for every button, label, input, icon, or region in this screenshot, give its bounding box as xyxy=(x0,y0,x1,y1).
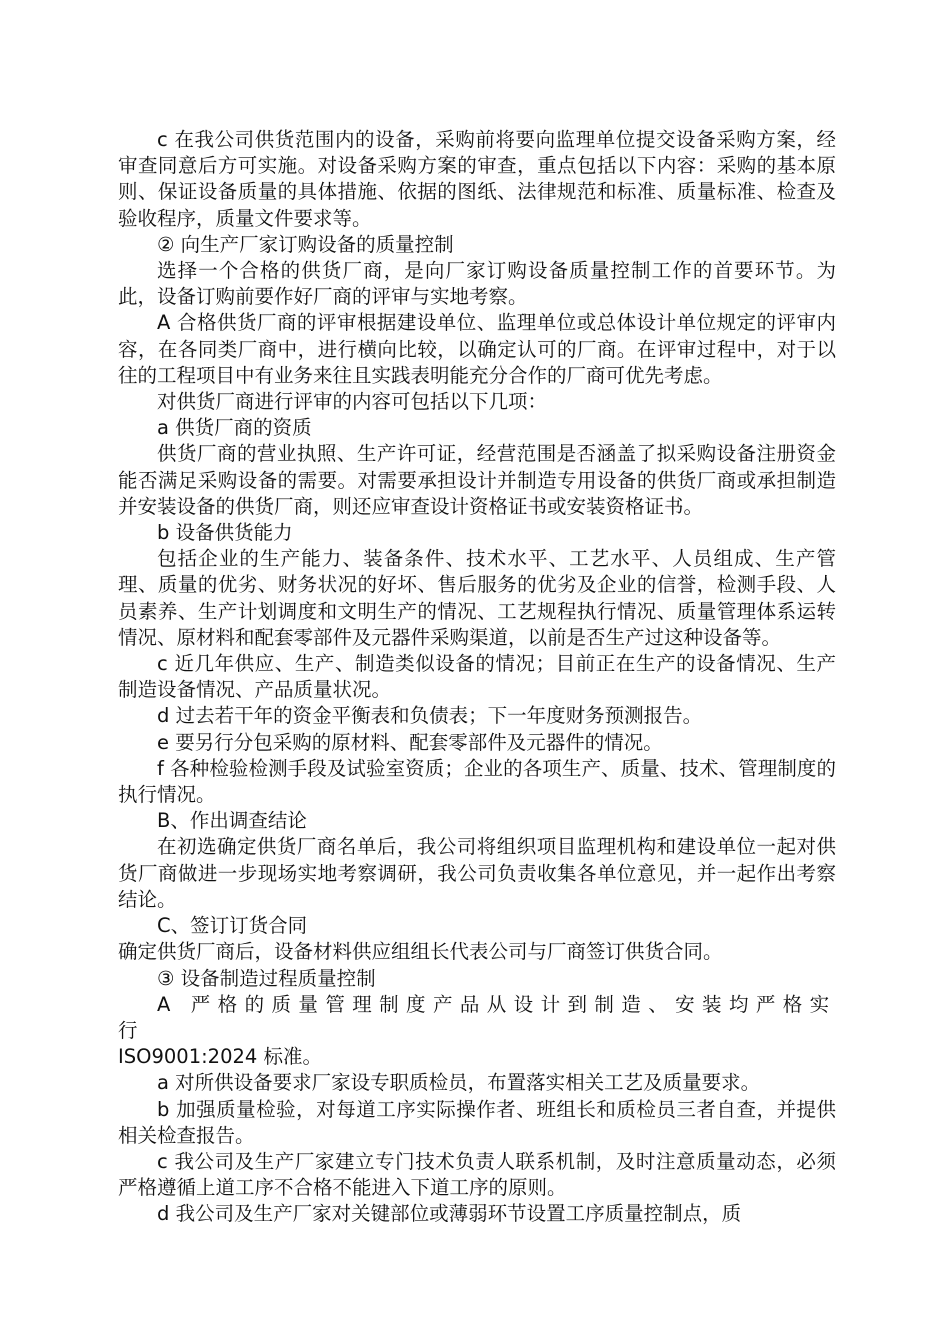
heading-survey-conclusion: B、作出调查结论 xyxy=(157,809,307,833)
paragraph-sign-contract: 确定供货厂商后，设备材料供应组组长代表公司与厂商签订供货合同。 xyxy=(118,940,723,964)
paragraph-subcontracted-materials: e 要另行分包采购的原材料、配套零部件及元器件的情况。 xyxy=(157,730,663,754)
heading-factory-order-quality: ② 向生产厂家订购设备的质量控制 xyxy=(157,232,454,256)
paragraph-recent-production: c 近几年供应、生产、制造类似设备的情况；目前正在生产的设备情况、生产制造设备情况、产品质量状况。 xyxy=(118,652,836,702)
paragraph-financial-statements: d 过去若干年的资金平衡表和负债表；下一年度财务预测报告。 xyxy=(157,704,703,728)
document-body xyxy=(118,127,836,1228)
paragraph-procurement-plan: c 在我公司供货范围内的设备，采购前将要向监理单位提交设备采购方案，经审查同意后方可实施。对设备采购方案的审查，重点包括以下内容：采购的基本原则、保证设备质量的具体措施、依据的图纸、法律规范和标准、质量标准、检查及验收程序，质量文件要求等。 xyxy=(118,128,836,230)
paragraph-supplier-review: A 合格供货厂商的评审根据建设单位、监理单位或总体设计单位规定的评审内容，在各同类厂商中，进行横向比较，以确定认可的厂商。在评审过程中，对于以往的工程项目中有业务来往且实践表明能充分合作的厂商可优先考虑。 xyxy=(118,311,836,387)
heading-manufacturing-quality: ③ 设备制造过程质量控制 xyxy=(157,966,376,990)
paragraph-dedicated-inspector: a 对所供设备要求厂家设专职质检员，布置落实相关工艺及质量要求。 xyxy=(157,1071,761,1095)
paragraph-iso-standard: ISO9001:2024 标准。 xyxy=(118,1045,322,1069)
paragraph-inspection-means: f 各种检验检测手段及试验室资质；企业的各项生产、质量、技术、管理制度的执行情况。 xyxy=(118,756,836,807)
paragraph-control-points: d 我公司及生产厂家对关键部位或薄弱环节设置工序质量控制点，质 xyxy=(157,1202,742,1226)
heading-sign-contract: C、签订订货合同 xyxy=(157,914,308,938)
paragraph-strengthen-inspection: b 加强质量检验，对每道工序实际操作者、班组长和质检员三者自查，并提供相关检查报告。 xyxy=(118,1097,836,1147)
paragraph-liaison-mechanism: c 我公司及生产厂家建立专门技术负责人联系机制，及时注意质量动态，必须严格遵循上道工序不合格不能进入下道工序的原则。 xyxy=(118,1149,836,1200)
paragraph-supplier-qualification: 供货厂商的营业执照、生产许可证，经营范围是否涵盖了拟采购设备注册资金能否满足采购设备的需要。对需要承担设计并制造专用设备的供货厂商或承担制造并安装设备的供货厂商，则还应审查设计资格证书或安装资格证书。 xyxy=(118,442,836,518)
paragraph-survey-conclusion: 在初选确定供货厂商名单后，我公司将组织项目监理机构和建设单位一起对供货厂商做进一步现场实地考察调研，我公司负责收集各单位意见，并一起作出考察结论。 xyxy=(118,835,836,911)
heading-supply-capability: b 设备供货能力 xyxy=(157,521,293,545)
paragraph-quality-system: A 严格的质量管理制度产品从设计到制造、安装均严格实行 xyxy=(118,992,836,1042)
paragraph-review-items-intro: 对供货厂商进行评审的内容可包括以下几项： xyxy=(157,390,548,414)
heading-supplier-qualification: a 供货厂商的资质 xyxy=(157,416,312,440)
paragraph-select-supplier: 选择一个合格的供货厂商，是向厂家订购设备质量控制工作的首要环节。为此，设备订购前要作好厂商的评审与实地考察。 xyxy=(118,259,836,309)
paragraph-supply-capability: 包括企业的生产能力、装备条件、技术水平、工艺水平、人员组成、生产管理、质量的优劣、财务状况的好坏、售后服务的优劣及企业的信誉，检测手段、人员素养、生产计划调度和文明生产的情况、工艺规程执行情况、质量管理体系运转情况、原材料和配套零部件及元器件采购渠道，以前是否生产过这种设备等。 xyxy=(118,547,836,649)
